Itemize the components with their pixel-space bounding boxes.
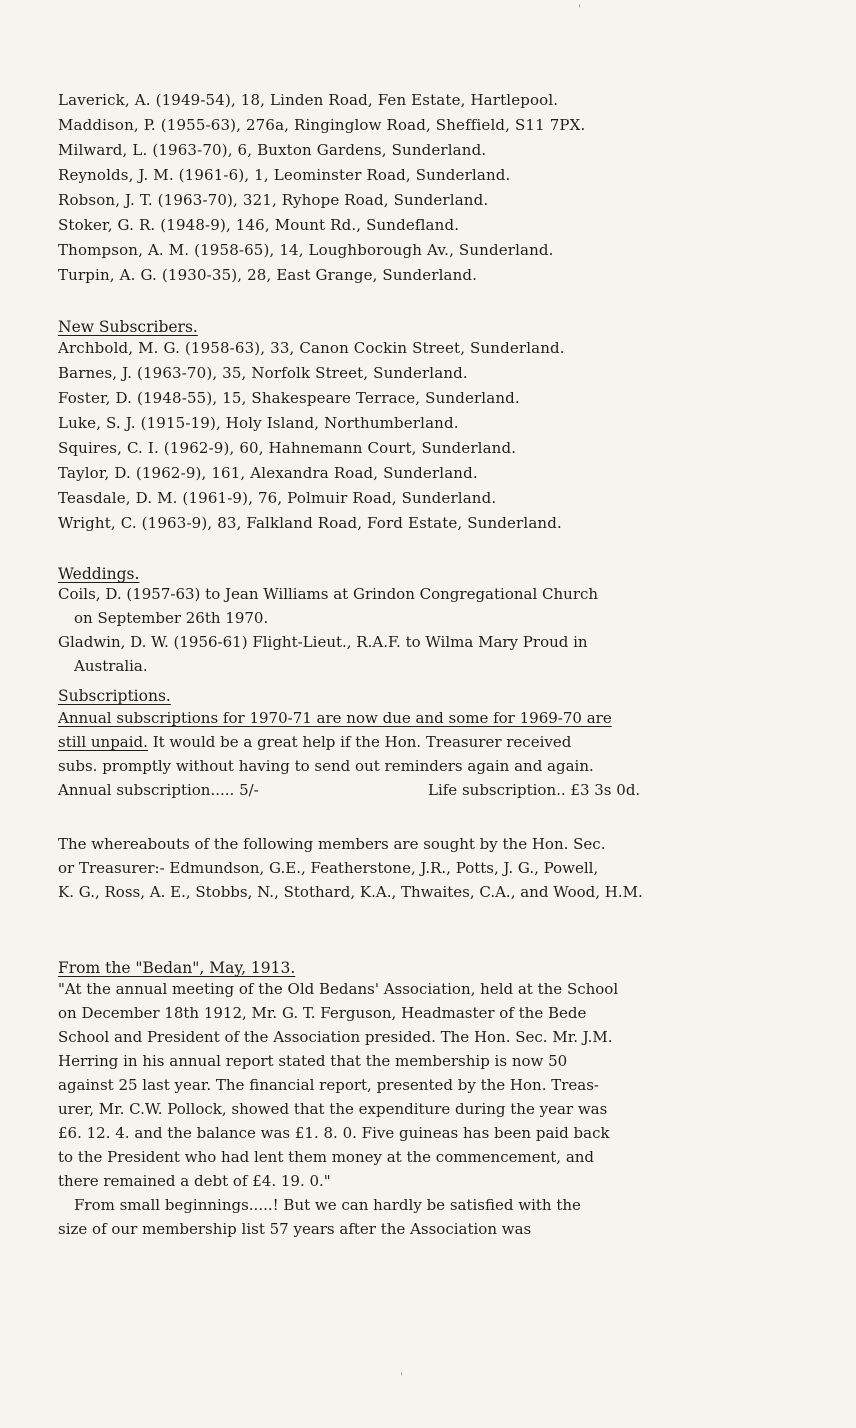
subscriptions-text	[58, 706, 848, 802]
list-item: Turpin, A. G. (1930-35), 28, East Grange, Sunderland.	[58, 266, 478, 284]
subscriptions-heading: Subscriptions.	[58, 687, 171, 705]
list-item: Thompson, A. M. (1958-65), 14, Loughborough Av., Sunderland.	[58, 241, 554, 259]
text-line	[58, 730, 848, 754]
text-line: against 25 last year. The financial report, presented by the Hon. Treas-	[58, 1076, 599, 1094]
annual-fee: Annual subscription..... 5/-	[58, 781, 259, 799]
text-line: on September 26th 1970.	[74, 609, 269, 627]
whereabouts-text	[58, 832, 848, 904]
list-item: Robson, J. T. (1963-70), 321, Ryhope Road, Sunderland.	[58, 191, 489, 209]
scan-speck: '	[400, 1372, 403, 1383]
list-item: Reynolds, J. M. (1961-6), 1, Leominster Road, Sunderland.	[58, 166, 511, 184]
text-line: or Treasurer:- Edmundson, G.E., Featherstone, J.R., Potts, J. G., Powell,	[58, 859, 599, 877]
list-item: Maddison, P. (1955-63), 276a, Ringinglow Road, Sheffield, S11 7PX.	[58, 116, 586, 134]
text-line: subs. promptly without having to send out reminders again and again.	[58, 757, 594, 775]
text-line: on December 18th 1912, Mr. G. T. Ferguson, Headmaster of the Bede	[58, 1004, 587, 1022]
text-line: urer, Mr. C.W. Pollock, showed that the expenditure during the year was	[58, 1100, 608, 1118]
life-fee: Life subscription.. £3 3s 0d.	[428, 781, 641, 799]
text-line: K. G., Ross, A. E., Stobbs, N., Stothard, K.A., Thwaites, C.A., and Wood, H.M.	[58, 883, 643, 901]
text-line: Coils, D. (1957-63) to Jean Williams at Grindon Congregational Church	[58, 585, 599, 603]
list-item: Squires, C. I. (1962-9), 60, Hahnemann Court, Sunderland.	[58, 439, 517, 457]
text-line: £6. 12. 4. and the balance was £1. 8. 0. Five guineas has been paid back	[58, 1124, 610, 1142]
text-line: Herring in his annual report stated that the membership is now 50	[58, 1052, 568, 1070]
text-line: The whereabouts of the following members are sought by the Hon. Sec.	[58, 835, 606, 853]
list-item: Teasdale, D. M. (1961-9), 76, Polmuir Road, Sunderland.	[58, 489, 497, 507]
text-fragment: It would be a great help if the Hon. Treasurer received	[147, 733, 572, 751]
scan-speck: '	[578, 4, 581, 15]
new-subscribers-heading: New Subscribers.	[58, 318, 198, 336]
bedan-quote	[58, 977, 848, 1241]
list-item: Wright, C. (1963-9), 83, Falkland Road, Ford Estate, Sunderland.	[58, 514, 562, 532]
underlined-phrase: still unpaid.	[58, 733, 148, 751]
list-item: Laverick, A. (1949-54), 18, Linden Road, Fen Estate, Hartlepool.	[58, 91, 559, 109]
weddings-text	[58, 582, 848, 678]
text-line: Gladwin, D. W. (1956-61) Flight-Lieut., R.A.F. to Wilma Mary Proud in	[58, 633, 588, 651]
text-line: Australia.	[74, 657, 148, 675]
list-item: Stoker, G. R. (1948-9), 146, Mount Rd., Sundefland.	[58, 216, 460, 234]
bedan-heading: From the "Bedan", May, 1913.	[58, 959, 296, 977]
text-line: "At the annual meeting of the Old Bedans' Association, held at the School	[58, 980, 619, 998]
list-item: Foster, D. (1948-55), 15, Shakespeare Terrace, Sunderland.	[58, 389, 520, 407]
list-item: Luke, S. J. (1915-19), Holy Island, Northumberland.	[58, 414, 459, 432]
text-line: Annual subscriptions for 1970-71 are now due and some for 1969-70 are	[58, 709, 612, 727]
weddings-heading: Weddings.	[58, 565, 140, 583]
text-line: there remained a debt of £4. 19. 0."	[58, 1172, 331, 1190]
text-line: School and President of the Association presided. The Hon. Sec. Mr. J.M.	[58, 1028, 613, 1046]
list-item: Archbold, M. G. (1958-63), 33, Canon Cockin Street, Sunderland.	[58, 339, 565, 357]
text-line: From small beginnings.....! But we can hardly be satisfied with the	[74, 1196, 581, 1214]
list-item: Barnes, J. (1963-70), 35, Norfolk Street, Sunderland.	[58, 364, 468, 382]
fees-line	[58, 778, 848, 802]
members-list	[58, 88, 838, 288]
list-item: Taylor, D. (1962-9), 161, Alexandra Road, Sunderland.	[58, 464, 478, 482]
text-line: to the President who had lent them money at the commencement, and	[58, 1148, 595, 1166]
text-line: size of our membership list 57 years after the Association was	[58, 1220, 532, 1238]
new-subscribers-list	[58, 336, 838, 536]
list-item: Milward, L. (1963-70), 6, Buxton Gardens, Sunderland.	[58, 141, 487, 159]
